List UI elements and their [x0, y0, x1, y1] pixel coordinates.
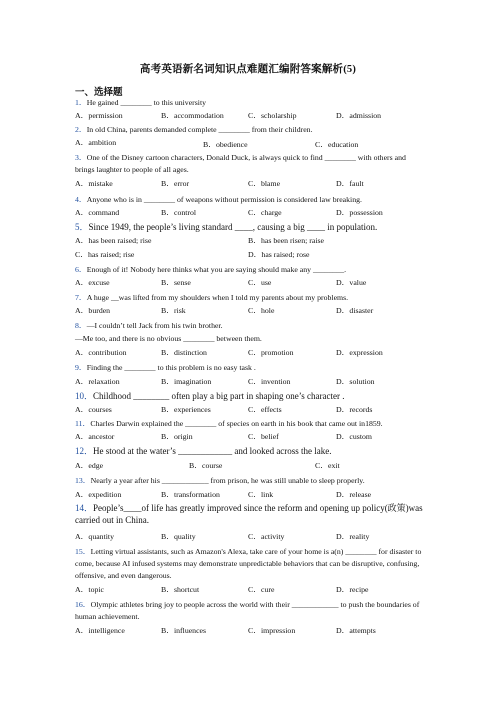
- question-12-options: [75, 460, 435, 472]
- question-text: Charles Darwin explained the ________ of species on earth in his book that came out in1859.: [90, 419, 383, 428]
- option-b[interactable]: B．experiences: [161, 405, 211, 414]
- question-number: 5．: [75, 222, 89, 232]
- question-text: In old China, parents demanded complete ________ from their children.: [86, 125, 313, 134]
- option-d[interactable]: D．expression: [336, 348, 383, 357]
- option-d[interactable]: D．attempts: [336, 626, 376, 635]
- option-a[interactable]: A．burden: [75, 306, 111, 315]
- option-c[interactable]: C．blame: [248, 179, 281, 188]
- option-c[interactable]: C．promotion: [248, 348, 294, 357]
- option-c[interactable]: C．has raised; rise: [75, 250, 135, 259]
- option-c[interactable]: C．activity: [248, 532, 285, 541]
- option-d[interactable]: D．solution: [336, 377, 375, 386]
- option-b[interactable]: B．obedience: [203, 140, 248, 149]
- question-number: 13．: [75, 476, 91, 485]
- question-text: Nearly a year after his ____________ from prison, he was still unable to sleep properly.: [90, 476, 365, 485]
- question-number: 2．: [75, 125, 87, 134]
- option-d[interactable]: D．custom: [336, 432, 372, 441]
- question-text: —I couldn’t tell Jack from his twin brother.: [86, 321, 223, 330]
- option-b[interactable]: B．distinction: [161, 348, 207, 357]
- question-number: 8．: [75, 321, 87, 330]
- question-4: [75, 194, 427, 206]
- option-a[interactable]: A．expedition: [75, 490, 122, 499]
- option-b[interactable]: B．risk: [161, 306, 186, 315]
- question-5-options-row-2: [75, 249, 435, 261]
- option-c[interactable]: C．link: [248, 490, 274, 499]
- option-c[interactable]: C．charge: [248, 208, 282, 217]
- question-4-options: [75, 207, 435, 219]
- question-3: [75, 152, 423, 176]
- question-8: [75, 320, 427, 332]
- question-13: [75, 475, 427, 487]
- question-9-options: [75, 376, 435, 388]
- question-6-options: [75, 277, 435, 289]
- question-number: 3．: [75, 153, 87, 162]
- question-14: [75, 502, 423, 526]
- question-text: Enough of it! Nobody here thinks what you are saying should make any ________.: [86, 265, 347, 274]
- question-number: 4．: [75, 195, 87, 204]
- question-16-options: [75, 625, 435, 637]
- question-number: 10．: [75, 391, 94, 401]
- question-text: Letting virtual assistants, such as Amazon's Alexa, take care of your home is a(n) ________ for disaster to come, because AI infused systems may demonstrate unpredictable behaviors that can be disruptive, confusing, offensive, and even dangerous.: [75, 547, 422, 580]
- option-c[interactable]: C．education: [315, 140, 359, 149]
- question-10-options: [75, 404, 435, 416]
- question-3-options: [75, 178, 435, 190]
- option-a[interactable]: A．ambition: [75, 138, 117, 147]
- question-text: Since 1949, the people’s living standard ____, causing a big ____ in population.: [88, 222, 378, 232]
- question-text: He gained ________ to this university: [86, 98, 207, 107]
- option-c[interactable]: C．effects: [248, 405, 282, 414]
- option-a[interactable]: A．permission: [75, 111, 123, 120]
- option-b[interactable]: B．transformation: [161, 490, 220, 499]
- question-7: [75, 292, 427, 304]
- question-number: 7．: [75, 293, 87, 302]
- option-a[interactable]: A．has been raised; rise: [75, 236, 152, 245]
- option-b[interactable]: B．origin: [161, 432, 193, 441]
- question-7-options: [75, 305, 435, 317]
- option-c[interactable]: C．hole: [248, 306, 275, 315]
- option-c[interactable]: C．exit: [315, 461, 340, 470]
- option-b[interactable]: B．course: [189, 461, 223, 470]
- option-c[interactable]: C．belief: [248, 432, 279, 441]
- option-c[interactable]: C．use: [248, 278, 272, 287]
- question-text: Olympic athletes bring joy to people across the world with their ____________ to push the boundaries of human achievement.: [75, 600, 420, 621]
- question-text: Anyone who is in ________ of weapons without permission is considered law breaking.: [86, 195, 362, 204]
- question-11: [75, 418, 427, 430]
- option-c[interactable]: C．scholarship: [248, 111, 297, 120]
- option-b[interactable]: B．control: [161, 208, 197, 217]
- question-5: [75, 221, 427, 233]
- option-d[interactable]: D．possession: [336, 208, 383, 217]
- question-16: [75, 599, 423, 623]
- option-d[interactable]: D．release: [336, 490, 372, 499]
- question-2-options: [75, 137, 435, 149]
- question-text: He stood at the water’s ____________ and looked across the lake.: [93, 446, 332, 456]
- option-a[interactable]: A．intelligence: [75, 626, 125, 635]
- question-text: One of the Disney cartoon characters, Donald Duck, is always quick to find ________ with others and brings laughter to people of all ages.: [75, 153, 406, 174]
- question-text: A huge __was lifted from my shoulders when I told my parents about my problems.: [86, 293, 349, 302]
- question-15: [75, 546, 423, 582]
- question-text: Finding the ________ to this problem is no easy task .: [86, 363, 256, 372]
- option-b[interactable]: B．influences: [161, 626, 207, 635]
- question-text: Childhood ________ often play a big part in shaping one’s character .: [93, 391, 345, 401]
- question-10: [75, 390, 427, 402]
- option-d[interactable]: D．has raised; rose: [248, 250, 310, 259]
- option-b[interactable]: B．shortcut: [161, 585, 200, 594]
- question-11-options: [75, 431, 435, 443]
- option-b[interactable]: B．accommodation: [161, 111, 224, 120]
- option-d[interactable]: D．disaster: [336, 306, 374, 315]
- option-d[interactable]: D．reality: [336, 532, 370, 541]
- question-number: 14．: [75, 503, 94, 513]
- question-1: [75, 97, 427, 109]
- option-b[interactable]: B．sense: [161, 278, 191, 287]
- question-2: [75, 124, 427, 136]
- question-8-options: [75, 347, 435, 359]
- question-number: 9．: [75, 363, 87, 372]
- question-number: 12．: [75, 446, 94, 456]
- option-c[interactable]: C．cure: [248, 585, 275, 594]
- question-14-options: [75, 531, 435, 543]
- option-b[interactable]: B．imagination: [161, 377, 212, 386]
- question-number: 16．: [75, 600, 91, 609]
- option-a[interactable]: A．command: [75, 208, 120, 217]
- option-b[interactable]: B．quality: [161, 532, 196, 541]
- option-b[interactable]: B．has been risen; raise: [248, 236, 324, 245]
- option-a[interactable]: A．quantity: [75, 532, 114, 541]
- question-text: People’s____of life has greatly improved since the reform and opening up policy(政策)was carried out in China.: [75, 503, 423, 525]
- option-a[interactable]: A．excuse: [75, 278, 110, 287]
- page-title: 高考英语新名词知识点难题汇编附答案解析(5): [139, 64, 357, 75]
- section-heading: 一、选择题: [75, 88, 123, 98]
- question-number: 15．: [75, 547, 91, 556]
- option-c[interactable]: C．impression: [248, 626, 296, 635]
- question-13-options: [75, 489, 435, 501]
- option-a[interactable]: A．topic: [75, 585, 105, 594]
- option-a[interactable]: A．contribution: [75, 348, 127, 357]
- option-a[interactable]: A．courses: [75, 405, 112, 414]
- option-a[interactable]: A．relaxation: [75, 377, 120, 386]
- question-6: [75, 264, 427, 276]
- question-12: [75, 445, 427, 457]
- option-b[interactable]: B．error: [161, 179, 190, 188]
- option-d[interactable]: D．recipe: [336, 585, 369, 594]
- option-c[interactable]: C．invention: [248, 377, 291, 386]
- option-d[interactable]: D．value: [336, 278, 367, 287]
- question-8-line-2: —Me too, and there is no obvious ________ between them.: [75, 334, 262, 343]
- question-15-options: [75, 584, 435, 596]
- option-a[interactable]: A．mistake: [75, 179, 113, 188]
- question-1-options: [75, 110, 435, 122]
- option-d[interactable]: D．admission: [336, 111, 382, 120]
- question-number: 6．: [75, 265, 87, 274]
- option-a[interactable]: A．ancestor: [75, 432, 115, 441]
- option-d[interactable]: D．records: [336, 405, 373, 414]
- option-a[interactable]: A．edge: [75, 461, 104, 470]
- question-5-options-row-1: [75, 235, 435, 247]
- question-9: [75, 362, 427, 374]
- question-number: 11．: [75, 419, 91, 428]
- question-number: 1．: [75, 98, 87, 107]
- option-d[interactable]: D．fault: [336, 179, 364, 188]
